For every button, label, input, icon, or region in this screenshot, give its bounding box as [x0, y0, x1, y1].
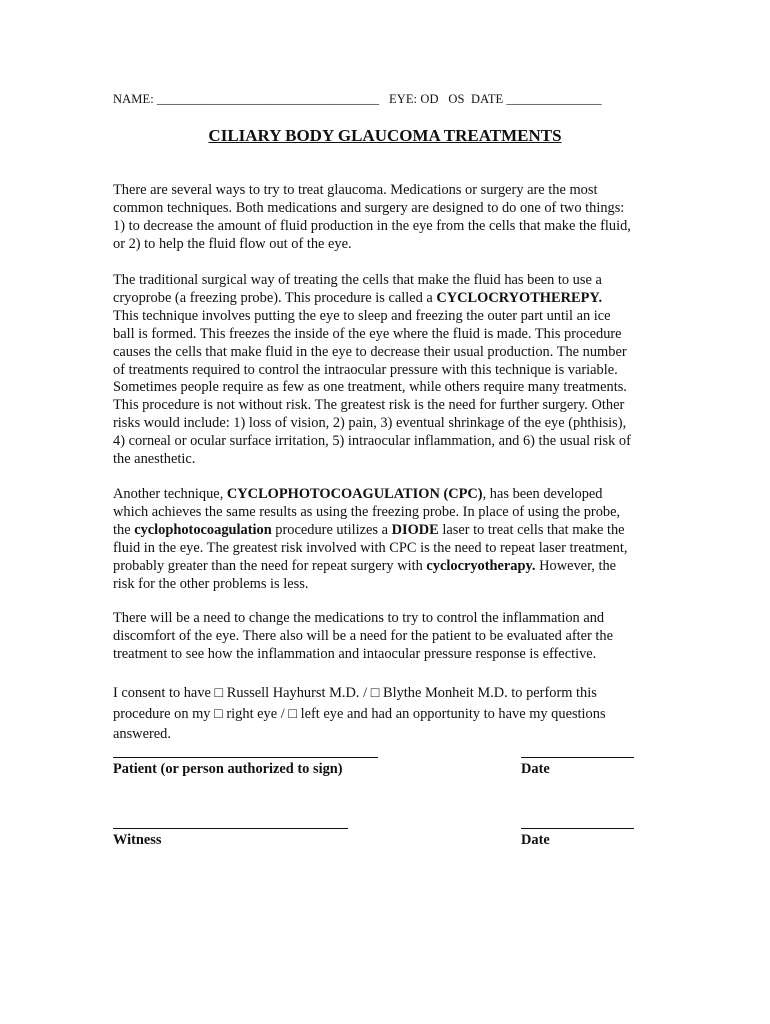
text-line [113, 486, 663, 504]
procedure-name-bold: cyclocryotherapy. [426, 557, 536, 574]
eye-label: EYE: [388, 92, 418, 106]
witness-signature-line[interactable] [113, 828, 348, 829]
laser-name-bold: DIODE [391, 521, 439, 538]
text-segment: the [113, 521, 135, 538]
witness-signature-label: Witness [113, 832, 162, 848]
patient-signature-line[interactable] [113, 757, 378, 758]
date-field[interactable]: DATE _______________ [470, 92, 602, 106]
text-line: risks would include: 1) loss of vision, 2) pain, 3) eventual shrinkage of the eye (phthisis), [113, 415, 627, 432]
date-label-2: Date [521, 832, 550, 848]
cpc-paragraph [113, 486, 663, 593]
eye-option-od[interactable]: OD [420, 92, 439, 106]
eye-option-os[interactable]: OS [448, 92, 465, 106]
text-line: This procedure is not without risk. The greatest risk is the need for further surgery. Other [113, 397, 625, 414]
text-segment: procedure utilizes a [271, 521, 392, 538]
text-line: This technique involves putting the eye to sleep and freezing the outer part until an ice [113, 307, 611, 324]
intro-paragraph [113, 182, 663, 254]
text-segment: laser to treat cells that make the [438, 521, 625, 538]
name-field[interactable]: NAME: ___________________________________ [113, 92, 380, 106]
date-label-1: Date [521, 761, 550, 777]
consent-statement [113, 683, 663, 745]
text-line: of treatments required to control the intraocular pressure with this technique is variable. [113, 361, 618, 378]
text-line [113, 522, 663, 540]
text-line: or 2) to help the fluid flow out of the eye. [113, 235, 352, 252]
cyclocryotherapy-paragraph [113, 272, 663, 469]
patient-signature-label: Patient (or person authorized to sign) [113, 761, 343, 777]
text-line: 4) corneal or ocular surface irritation, 5) intraocular inflammation, and 6) the usual risk of [113, 433, 631, 450]
text-line: The traditional surgical way of treating the cells that make the fluid has been to use a [113, 272, 602, 288]
text-line: ball is formed. This freezes the inside of the eye where the fluid is made. This procedure [113, 325, 622, 342]
text-line: which achieves the same results as using the freezing probe. In place of using the probe, [113, 503, 621, 520]
date-signature-line-2[interactable] [521, 828, 634, 829]
procedure-name-bold: CYCLOCRYOTHEREPY. [436, 289, 603, 306]
date-signature-line-1[interactable] [521, 757, 634, 758]
text-line: risk for the other problems is less. [113, 575, 309, 592]
page-title: CILIARY BODY GLAUCOMA TREATMENTS [208, 126, 562, 145]
text-segment: , has been developed [482, 486, 603, 502]
consent-line-eye-choice[interactable]: procedure on my □ right eye / □ left eye and had an opportunity to have my questions [113, 705, 606, 722]
text-line: causes the cells that make fluid in the eye to decrease their usual production. The number [113, 343, 627, 360]
text-line: common techniques. Both medications and surgery are designed to do one of two things: [113, 199, 625, 216]
text-line: fluid in the eye. The greatest risk involved with CPC is the need to repeat laser treatment, [113, 539, 628, 556]
text-line: treatment to see how the inflammation and intaocular pressure response is effective. [113, 645, 597, 662]
aftercare-paragraph [113, 610, 663, 664]
text-line: There are several ways to try to treat glaucoma. Medications or surgery are the most [113, 182, 598, 198]
text-line: There will be a need to change the medications to try to control the inflammation and [113, 610, 605, 626]
text-segment: cryoprobe (a freezing probe). This procedure is called a [113, 289, 437, 306]
procedure-name-bold: CYCLOPHOTOCOAGULATION (CPC) [226, 486, 483, 502]
text-line: Sometimes people require as few as one treatment, while others require many treatments. [113, 379, 627, 396]
text-segment: However, the [535, 557, 617, 574]
text-line: discomfort of the eye. There also will be a need for the patient to be evaluated after the [113, 627, 614, 644]
text-segment: probably greater than the need for repeat surgery with [113, 557, 427, 574]
procedure-name-bold: cyclophotocoagulation [134, 521, 272, 538]
consent-line-doctor-choice[interactable]: I consent to have □ Russell Hayhurst M.D. / □ Blythe Monheit M.D. to perform this [113, 685, 597, 701]
text-segment: Another technique, [113, 486, 227, 502]
text-line [113, 558, 663, 576]
text-line: answered. [113, 726, 171, 742]
text-line: the anesthetic. [113, 451, 196, 468]
text-line [113, 290, 663, 308]
header-fields [113, 92, 602, 107]
text-line: 1) to decrease the amount of fluid production in the eye from the cells that make the fluid, [113, 217, 631, 234]
